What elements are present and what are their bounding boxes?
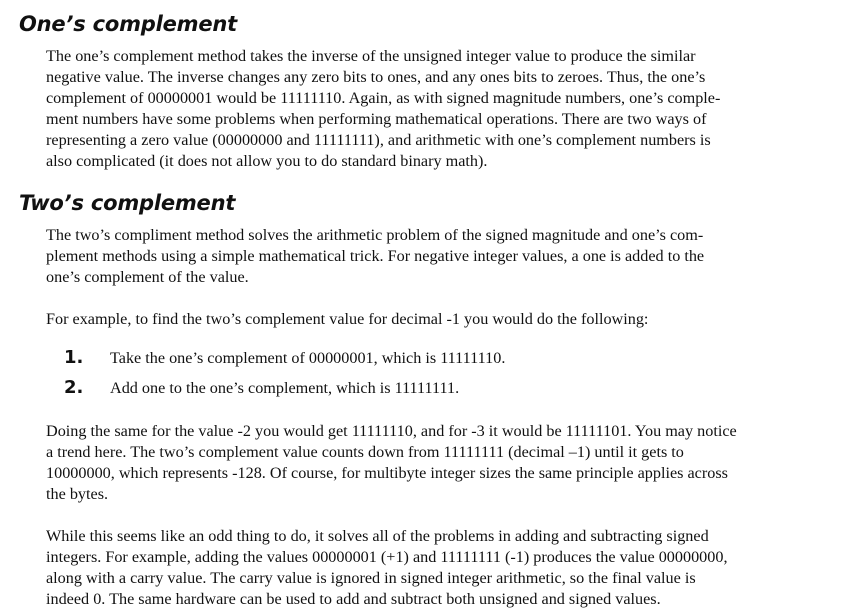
trend-paragraph: [46, 421, 836, 505]
text-line: While this seems like an odd thing to do, it solves all of the problems in adding and subtracting signed: [46, 527, 709, 545]
text-line: plement methods using a simple mathematical trick. For negative integer values, a one is added to the: [46, 247, 705, 265]
numbered-step: [64, 377, 764, 401]
text-line: negative value. The inverse changes any zero bits to ones, and any ones bits to zeroes. Thus, the one’s: [46, 68, 706, 86]
text-line: 10000000, which represents -128. Of course, for multibyte integer sizes the same principle applies across: [46, 464, 728, 482]
section-heading-ones-complement: One’s complement: [19, 12, 237, 36]
text-line: complement of 00000001 would be 11111110. Again, as with signed magnitude numbers, one’s comple-: [46, 89, 721, 107]
text-line: The one’s complement method takes the inverse of the unsigned integer value to produce the similar: [46, 47, 696, 65]
text-line: For example, to find the two’s complement value for decimal -1 you would do the following:: [46, 310, 649, 328]
text-line: ment numbers have some problems when performing mathematical operations. There are two ways of: [46, 110, 707, 128]
step-text: Add one to the one’s complement, which is 11111111.: [110, 379, 460, 397]
text-line: also complicated (it does not allow you to do standard binary math).: [46, 152, 488, 170]
step-number: 1.: [64, 347, 84, 368]
section-heading-twos-complement: Two’s complement: [19, 191, 236, 215]
text-line: a trend here. The two’s complement value counts down from 11111111 (decimal –1) until it gets to: [46, 443, 684, 461]
text-line: the bytes.: [46, 485, 109, 503]
twos-complement-intro-paragraph: [46, 225, 836, 288]
text-line: integers. For example, adding the values 00000001 (+1) and 11111111 (-1) produces the value 00000000,: [46, 548, 728, 566]
text-line: indeed 0. The same hardware can be used to add and subtract both unsigned and signed values.: [46, 590, 661, 608]
ones-complement-paragraph: [46, 46, 836, 172]
example-intro-paragraph: [46, 309, 836, 330]
arithmetic-paragraph: [46, 526, 836, 610]
text-line: representing a zero value (00000000 and 11111111), and arithmetic with one’s complement numbers is: [46, 131, 711, 149]
text-line: The two’s compliment method solves the arithmetic problem of the signed magnitude and one’s com-: [46, 226, 704, 244]
step-text: Take the one’s complement of 00000001, which is 11111110.: [110, 349, 506, 367]
text-line: along with a carry value. The carry value is ignored in signed integer arithmetic, so the final value is: [46, 569, 696, 587]
numbered-step: [64, 347, 764, 371]
step-number: 2.: [64, 377, 84, 398]
text-line: one’s complement of the value.: [46, 268, 249, 286]
text-line: Doing the same for the value -2 you would get 11111110, and for -3 it would be 11111101. You may notice: [46, 422, 737, 440]
